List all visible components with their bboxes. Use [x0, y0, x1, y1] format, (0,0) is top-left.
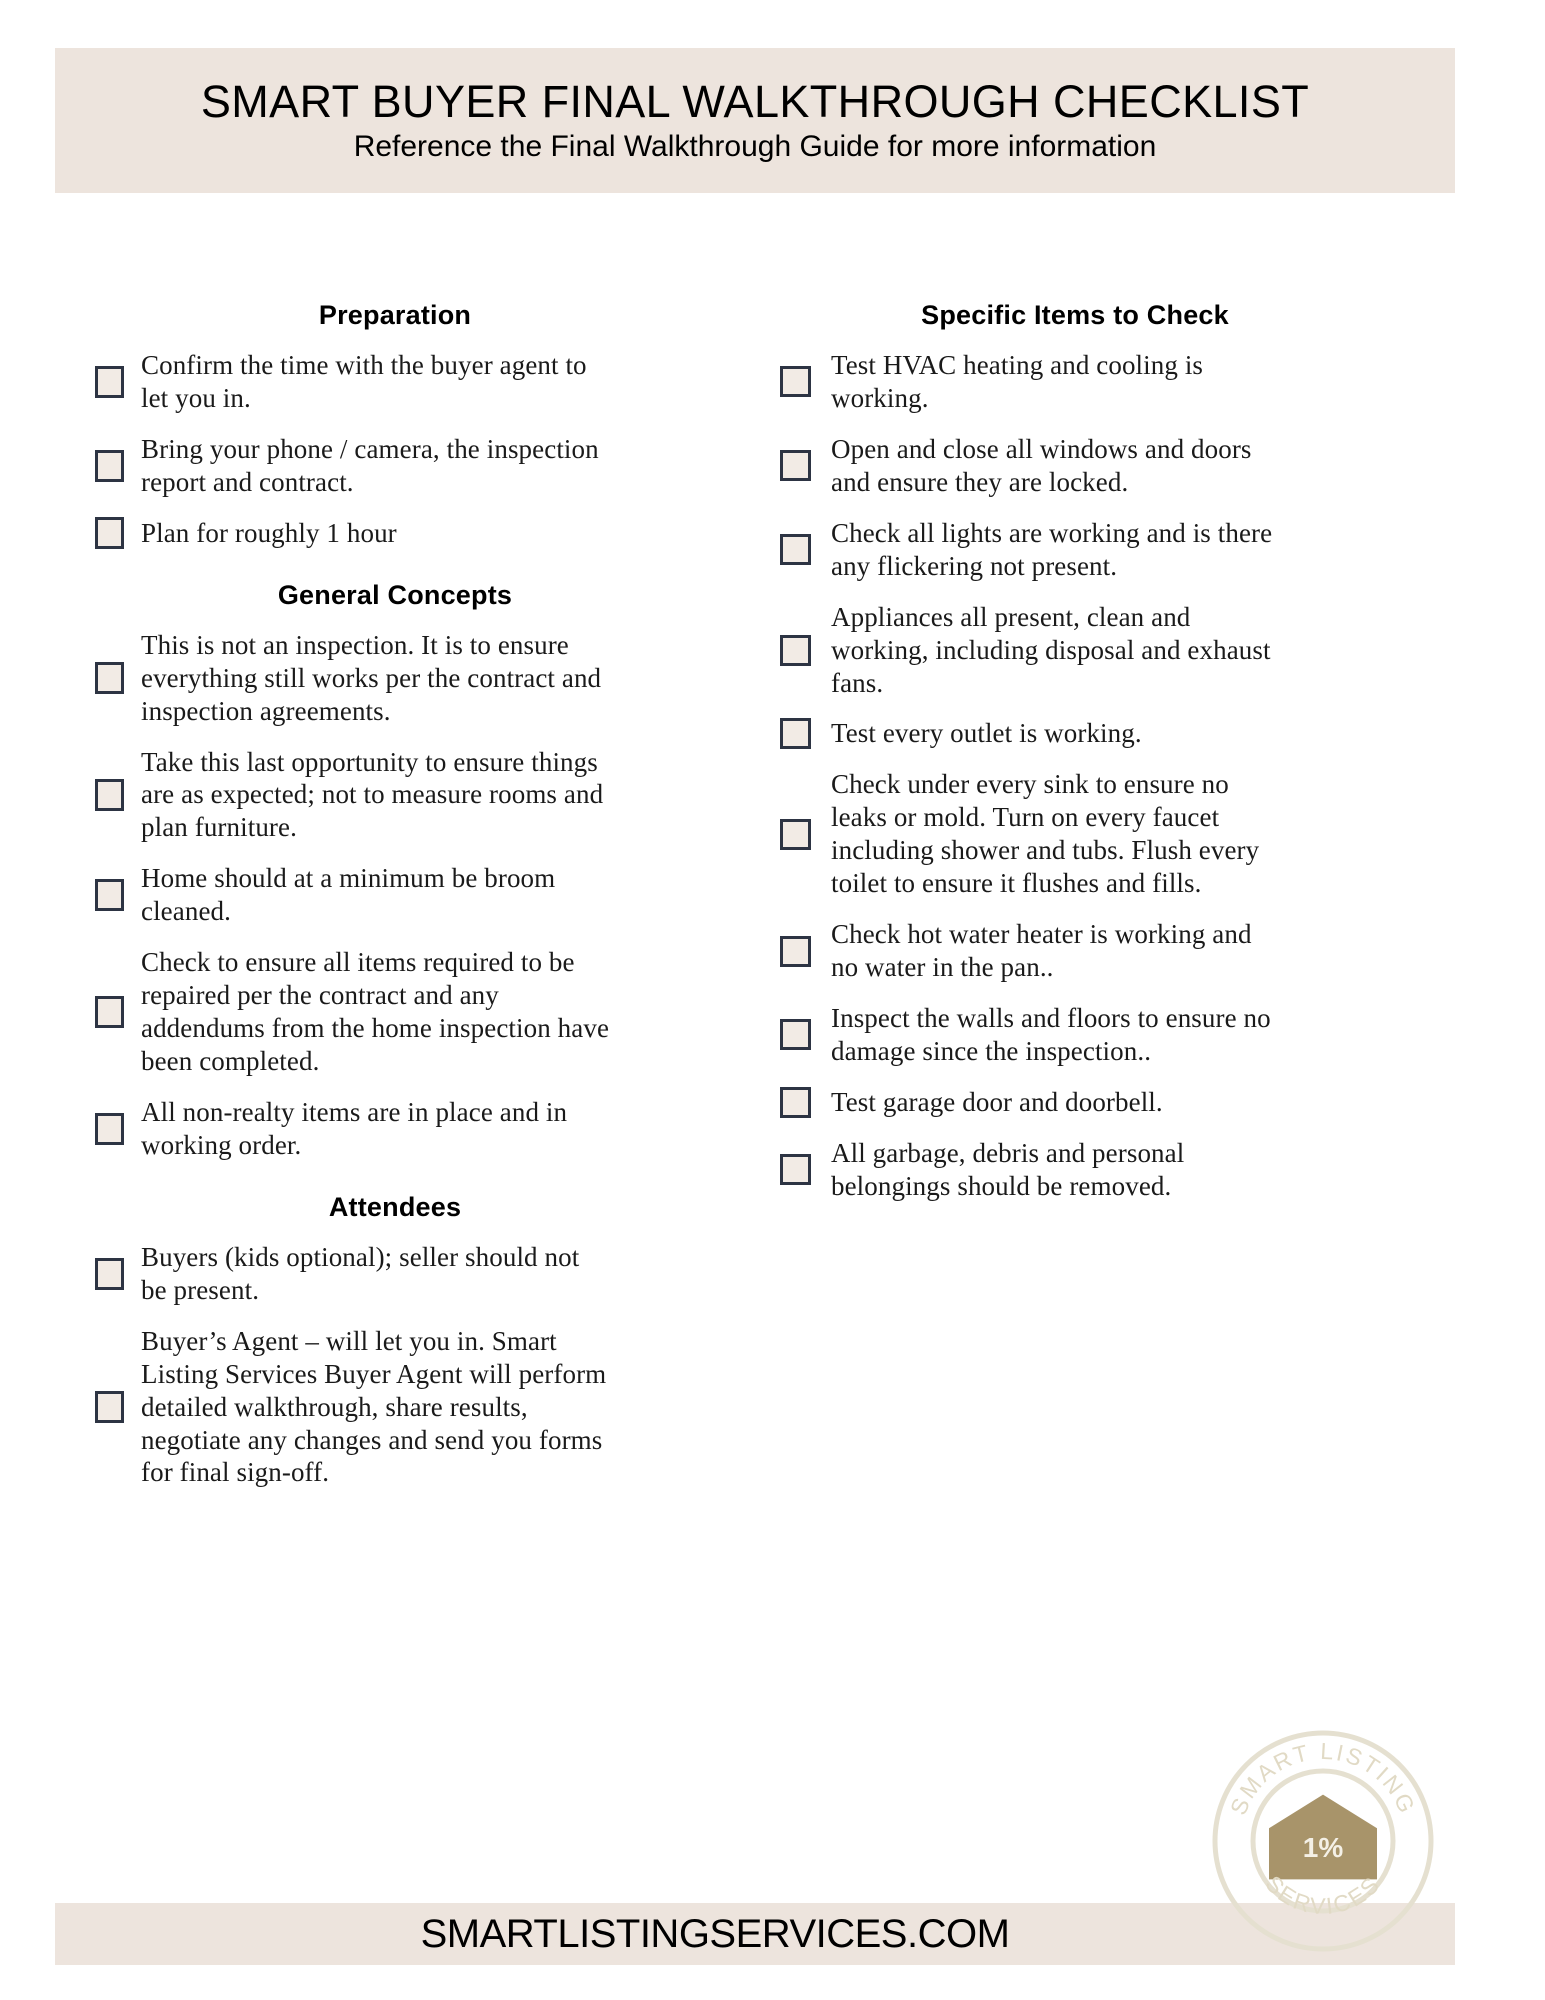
- list-item-label: Buyers (kids optional); seller should not be present.: [141, 1241, 580, 1305]
- document-header-band: [55, 48, 1455, 193]
- checklist-specific-items: [780, 349, 1340, 1203]
- logo-bottom-arc-text: SERVICES: [1260, 1870, 1386, 1920]
- list-item[interactable]: [780, 717, 1340, 750]
- checkbox[interactable]: [95, 1391, 124, 1423]
- list-item[interactable]: [95, 1096, 735, 1162]
- left-column: [95, 300, 735, 1507]
- checkbox[interactable]: [95, 662, 124, 694]
- list-item[interactable]: [95, 433, 735, 499]
- list-item-label: Bring your phone / camera, the inspection report and contract.: [141, 433, 599, 497]
- list-item-label: Home should at a minimum be broom cleaned.: [141, 863, 556, 927]
- list-item[interactable]: [95, 862, 735, 928]
- section-heading-attendees: Attendees: [328, 1191, 462, 1222]
- checkbox[interactable]: [780, 1019, 811, 1050]
- checkbox[interactable]: [780, 534, 811, 565]
- list-item-label: Confirm the time with the buyer agent to let you in.: [141, 350, 587, 413]
- list-item[interactable]: [780, 433, 1340, 499]
- checkbox[interactable]: [780, 450, 811, 481]
- list-item[interactable]: [95, 517, 735, 550]
- list-item[interactable]: [780, 601, 1340, 700]
- list-item-label: All non-realty items are in place and in working order.: [141, 1096, 568, 1160]
- list-item-label: All garbage, debris and personal belongings should be removed.: [831, 1137, 1185, 1201]
- checklist-columns: [0, 300, 1545, 1507]
- checkbox[interactable]: [780, 718, 811, 749]
- list-item-label: Inspect the walls and floors to ensure no damage since the inspection..: [831, 1003, 1271, 1066]
- checkbox[interactable]: [95, 996, 124, 1028]
- checkbox[interactable]: [95, 779, 124, 811]
- checkbox[interactable]: [780, 819, 811, 850]
- checkbox[interactable]: [95, 366, 124, 398]
- section-heading-general-concepts: General Concepts: [277, 579, 513, 610]
- list-item[interactable]: [780, 1002, 1340, 1068]
- checkbox[interactable]: [95, 1113, 124, 1145]
- list-item[interactable]: [95, 629, 735, 728]
- list-item-label: Appliances all present, clean and working, including disposal and exhaust fans.: [831, 601, 1271, 698]
- list-item[interactable]: [95, 1241, 735, 1307]
- list-item-label: Test garage door and doorbell.: [831, 1086, 1163, 1117]
- checklist-attendees: [95, 1241, 735, 1490]
- checkbox[interactable]: [780, 1154, 811, 1185]
- list-item[interactable]: [780, 349, 1340, 415]
- list-item[interactable]: [95, 746, 735, 845]
- list-item-label: Check all lights are working and is there any flickering not present.: [831, 517, 1273, 581]
- section-heading-specific-items: Specific Items to Check: [921, 300, 1229, 330]
- list-item-label: Test every outlet is working.: [831, 718, 1142, 749]
- checkbox[interactable]: [780, 1087, 811, 1118]
- checkbox[interactable]: [780, 366, 811, 397]
- smart-listing-services-logo: [1208, 1726, 1438, 1956]
- list-item-label: Check hot water heater is working and no water in the pan..: [831, 919, 1252, 983]
- list-item-label: Buyer’s Agent – will let you in. Smart Listing Services Buyer Agent will perform detailed walkthrough, share results, negotiate any changes and send you forms for final sign-off.: [141, 1325, 607, 1488]
- page-subtitle: Reference the Final Walkthrough Guide for more information: [353, 130, 1157, 164]
- list-item[interactable]: [780, 918, 1340, 984]
- list-item-label: This is not an inspection. It is to ensure everything still works per the contract and inspection agreements.: [141, 629, 602, 726]
- list-item[interactable]: [95, 1325, 735, 1490]
- list-item[interactable]: [780, 1137, 1340, 1203]
- section-heading-preparation: Preparation: [318, 300, 472, 330]
- checkbox[interactable]: [780, 936, 811, 967]
- page-title: SMART BUYER FINAL WALKTHROUGH CHECKLIST: [200, 76, 1310, 128]
- list-item-label: Test HVAC heating and cooling is working.: [831, 350, 1204, 413]
- list-item-label: Take this last opportunity to ensure things are as expected; not to measure rooms and plan furniture.: [141, 746, 604, 843]
- footer-website-url: SMARTLISTINGSERVICES.COM: [420, 1911, 1010, 1956]
- list-item-label: Open and close all windows and doors and ensure they are locked.: [831, 433, 1252, 497]
- checkbox[interactable]: [95, 517, 124, 549]
- checkbox[interactable]: [95, 1258, 124, 1290]
- list-item[interactable]: [780, 768, 1340, 900]
- right-column: [780, 300, 1340, 1221]
- list-item-label: Plan for roughly 1 hour: [141, 517, 397, 548]
- list-item-label: Check under every sink to ensure no leaks or mold. Turn on every faucet including shower and tubs. Flush every toilet to ensure it flushes and fills.: [831, 769, 1260, 899]
- list-item[interactable]: [95, 946, 735, 1078]
- logo-top-arc-text: SMART LISTING: [1224, 1737, 1422, 1819]
- checkbox[interactable]: [95, 879, 124, 911]
- checklist-general-concepts: [95, 629, 735, 1162]
- checkbox[interactable]: [780, 635, 811, 666]
- checklist-preparation: [95, 349, 735, 550]
- checkbox[interactable]: [95, 450, 124, 482]
- list-item[interactable]: [780, 1086, 1340, 1119]
- logo-badge-text: 1%: [1302, 1832, 1344, 1863]
- list-item[interactable]: [95, 349, 735, 415]
- list-item-label: Check to ensure all items required to be repaired per the contract and any addendums from the home inspection have been completed.: [141, 947, 610, 1076]
- list-item[interactable]: [780, 517, 1340, 583]
